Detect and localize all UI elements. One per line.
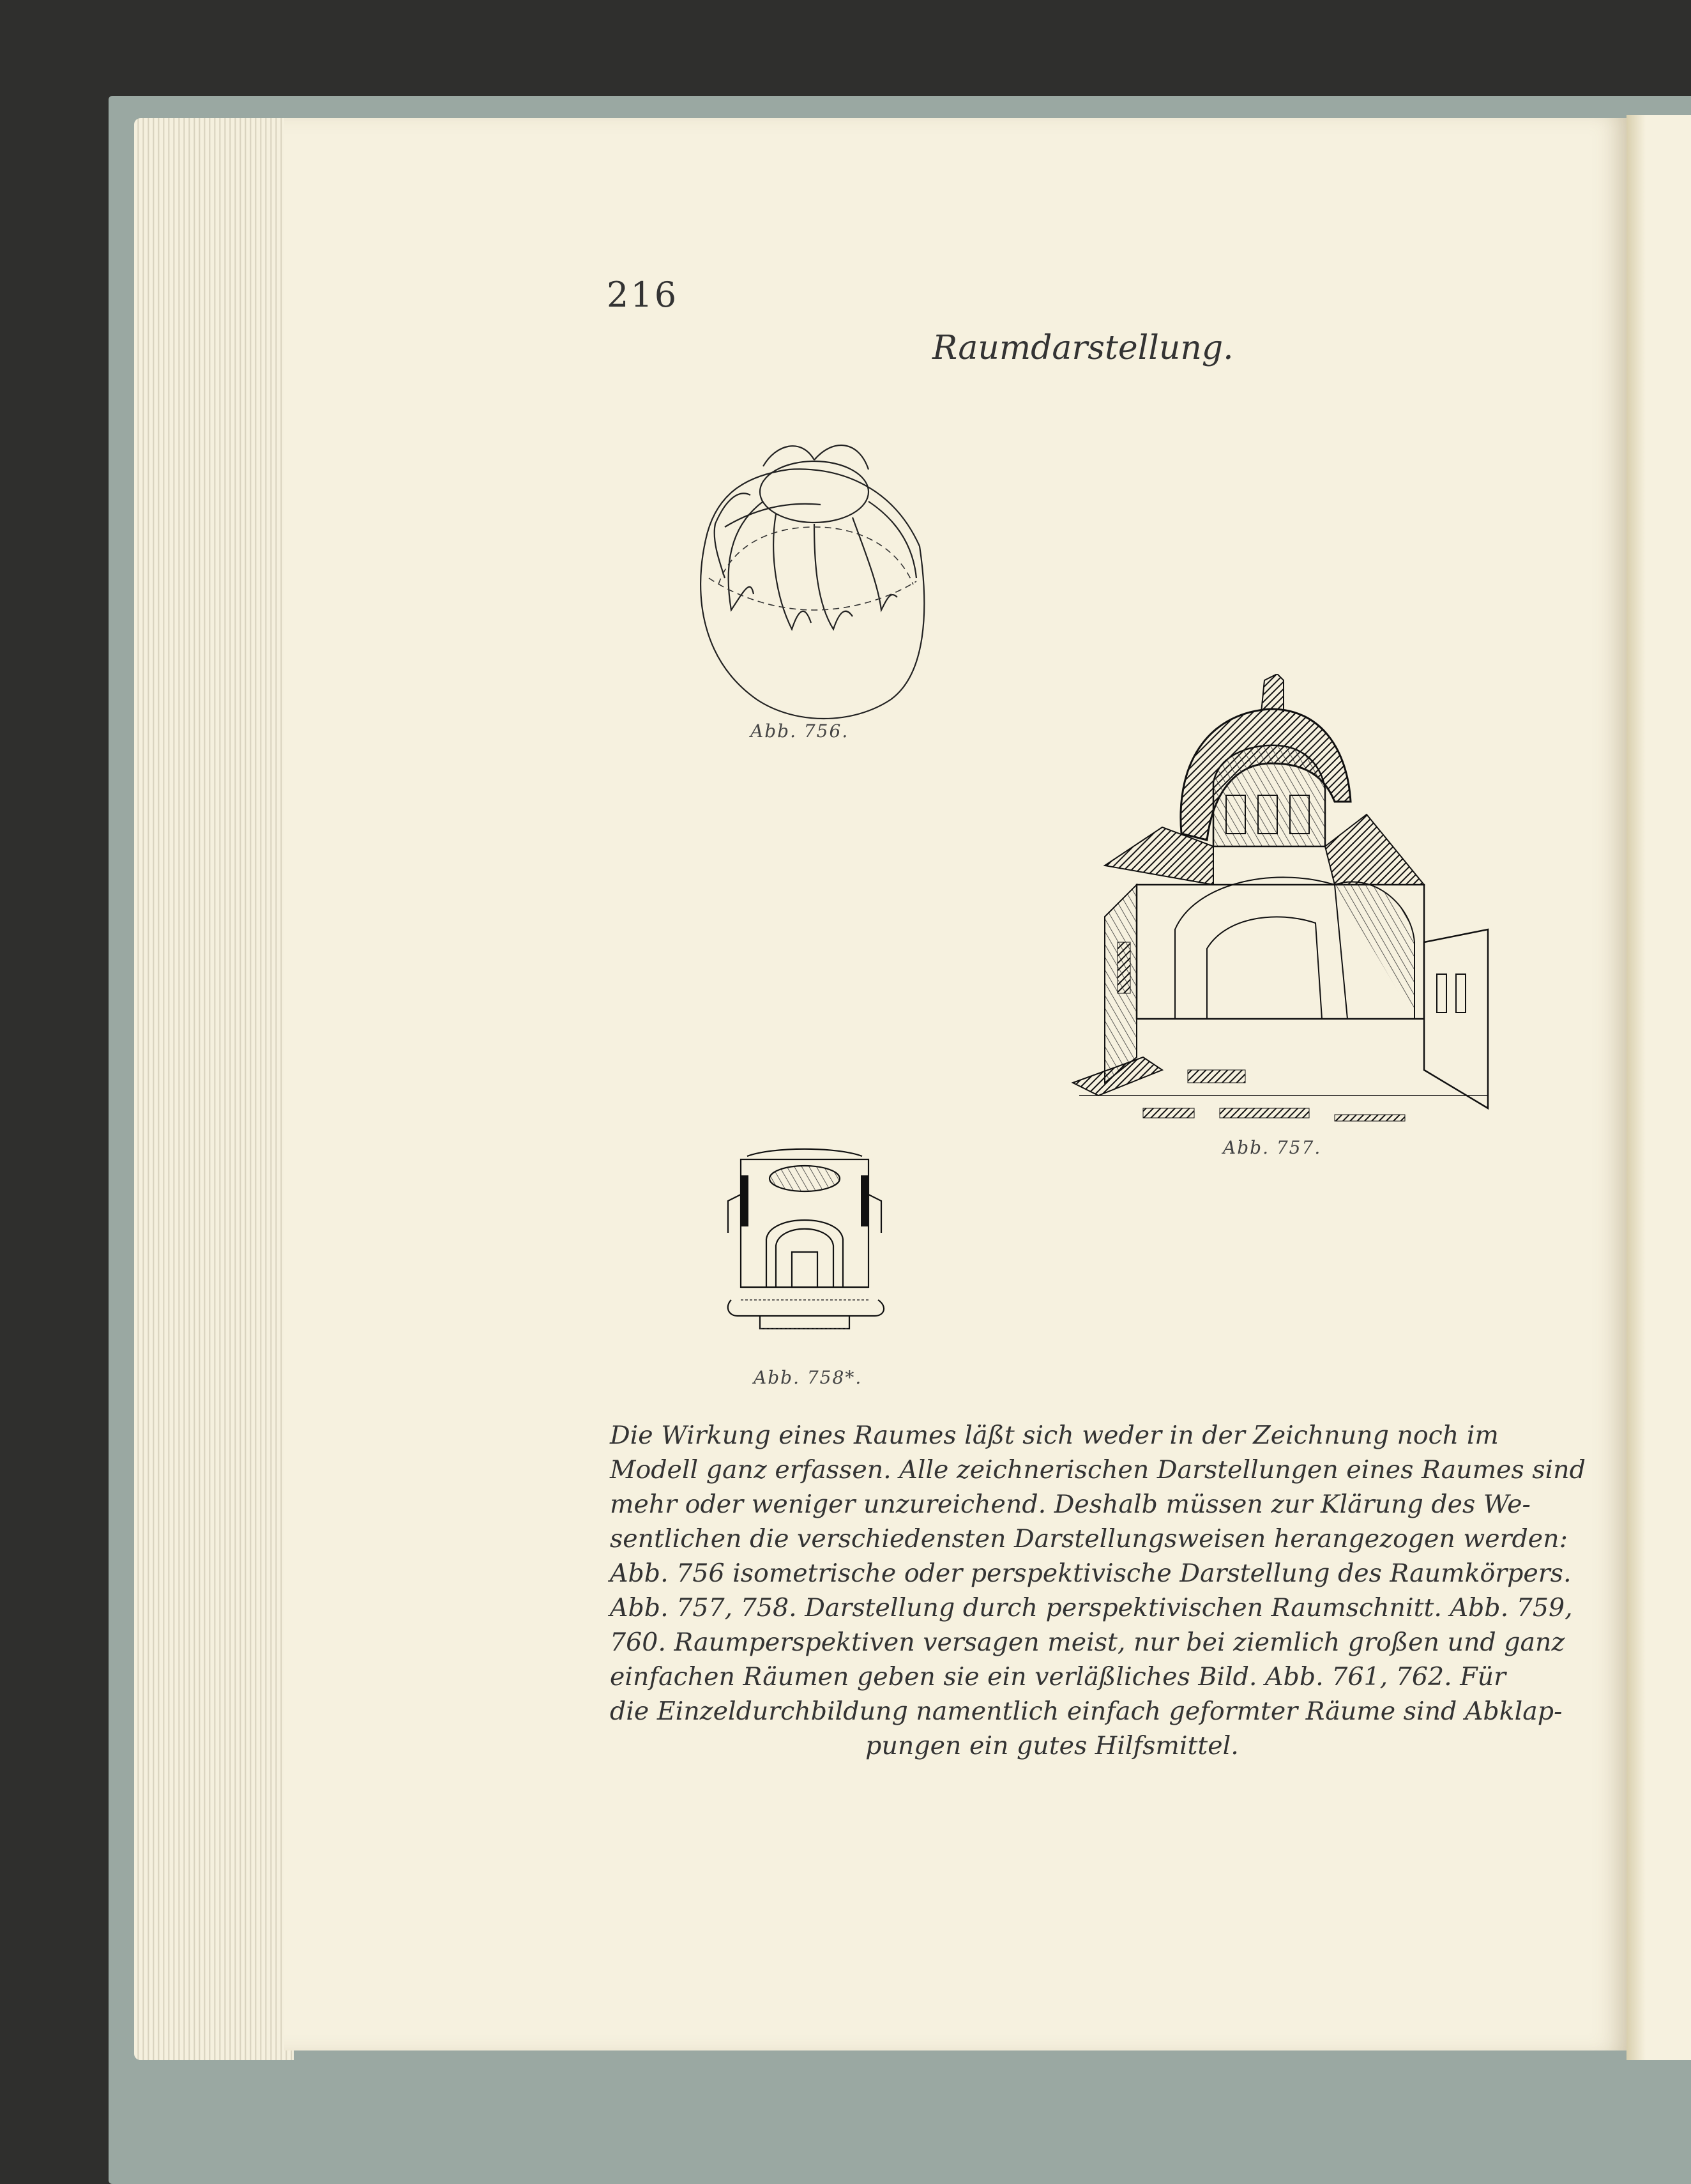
body-line: Modell ganz erfassen. Alle zeichnerischen Darstellungen eines Raumes sind bbox=[610, 1455, 1586, 1485]
figure-758-drawing bbox=[722, 1143, 891, 1354]
body-line: Abb. 756 isometrische oder perspektivische Darstellung des Raumkörpers. bbox=[610, 1559, 1572, 1588]
body-line: sentlichen die verschiedensten Darstellungsweisen herangezogen werden: bbox=[610, 1524, 1568, 1554]
figure-757-caption: Abb. 757. bbox=[1223, 1137, 1322, 1158]
running-head: Raumdarstellung. bbox=[932, 329, 1234, 367]
body-line: einfachen Räumen geben sie ein verläßliches Bild. Abb. 761, 762. Für bbox=[610, 1662, 1506, 1691]
page-edges bbox=[134, 118, 294, 2060]
body-line: pungen ein gutes Hilfsmittel. bbox=[865, 1731, 1239, 1760]
body-paragraph bbox=[610, 1418, 1586, 1763]
body-line: mehr oder weniger unzureichend. Deshalb müssen zur Klärung des We- bbox=[610, 1490, 1531, 1519]
body-line: Abb. 757, 758. Darstellung durch perspektivischen Raumschnitt. Abb. 759, bbox=[610, 1593, 1573, 1623]
body-line: Die Wirkung eines Raumes läßt sich weder in der Zeichnung noch im bbox=[610, 1421, 1499, 1450]
body-line: die Einzeldurchbildung namentlich einfach geformter Räume sind Abklap- bbox=[610, 1697, 1563, 1726]
body-line: 760. Raumperspektiven versagen meist, nur bei ziemlich großen und ganz bbox=[610, 1628, 1565, 1657]
facing-page-edge bbox=[1627, 115, 1691, 2060]
figure-757-drawing bbox=[1066, 674, 1501, 1134]
figure-756-caption: Abb. 756. bbox=[750, 721, 849, 742]
figure-756-drawing bbox=[686, 431, 929, 751]
page-number: 216 bbox=[607, 275, 679, 315]
figure-758-caption: Abb. 758*. bbox=[754, 1367, 863, 1388]
